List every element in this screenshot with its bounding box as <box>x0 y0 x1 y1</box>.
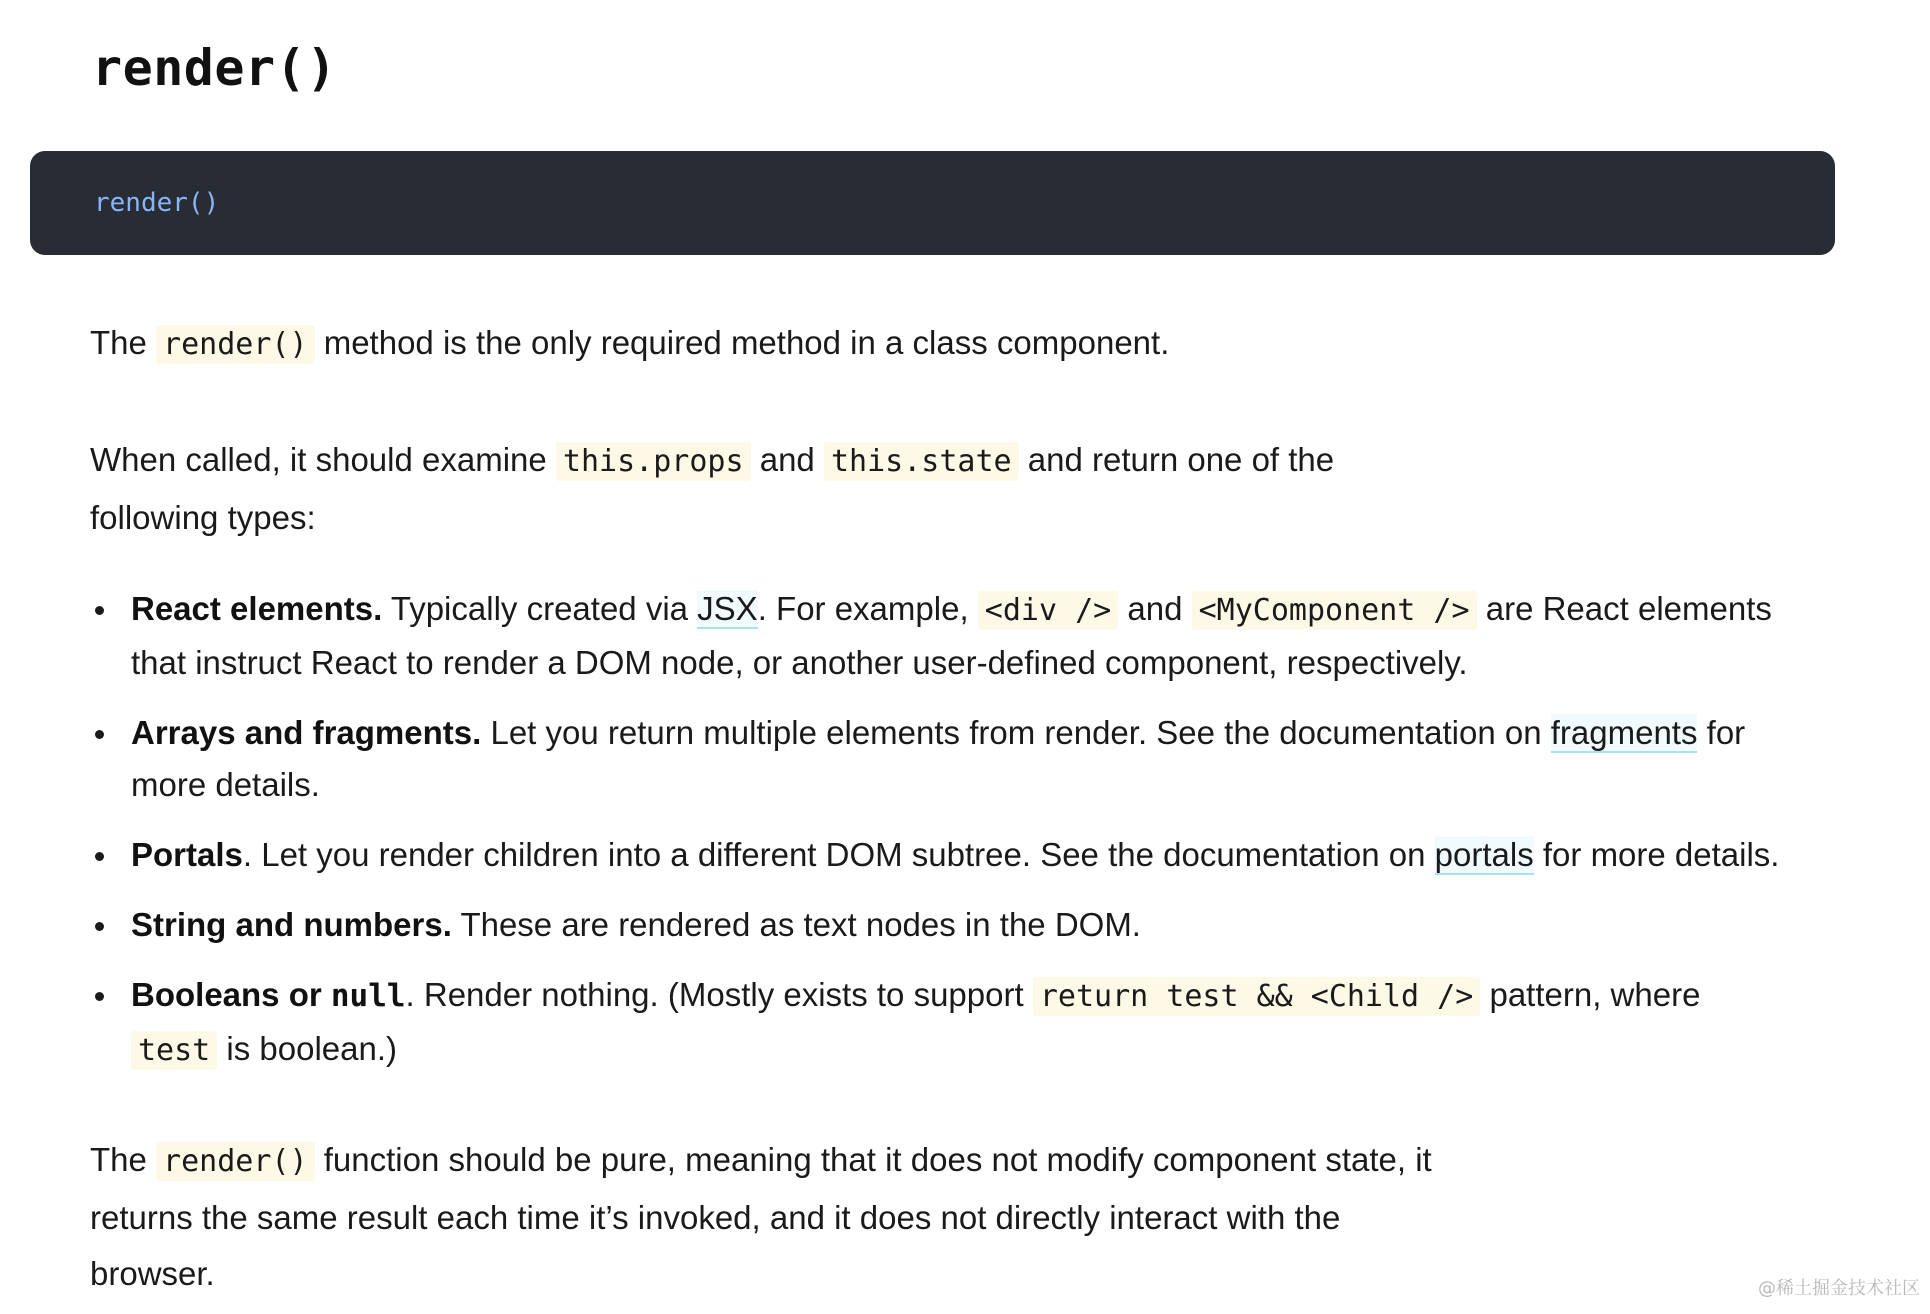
text: Booleans or <box>131 976 331 1013</box>
text: for more details. <box>1533 836 1780 873</box>
inline-code: null <box>330 978 406 1014</box>
portals-link[interactable]: portals <box>1434 836 1534 873</box>
text: are React elements <box>1476 590 1772 627</box>
watermark: @稀土掘金技术社区 <box>1758 1278 1920 1299</box>
inline-code: <div /> <box>978 591 1118 630</box>
list-item-title: React elements. <box>131 590 383 627</box>
code-block <box>30 151 1835 255</box>
text: for <box>1697 714 1746 751</box>
list-item-arrays-fragments <box>90 707 1790 811</box>
text: Typically created via <box>382 590 698 627</box>
text: The <box>90 324 157 361</box>
text: . For example, <box>757 590 978 627</box>
text: . Let you render children into a different DOM subtree. See the documentation on <box>242 836 1435 873</box>
list-item-title: Arrays and fragments. <box>131 714 482 751</box>
inline-code: return test && <Child /> <box>1033 977 1480 1016</box>
text: is boolean.) <box>217 1030 398 1067</box>
text: that instruct React to render a DOM node, or another user-defined component, respectively. <box>131 644 1468 681</box>
text: . Render nothing. (Mostly exists to support <box>405 976 1033 1013</box>
text: Let you return multiple elements from render. See the documentation on <box>481 714 1551 751</box>
text: browser. <box>90 1255 215 1292</box>
inline-code: test <box>131 1031 217 1070</box>
inline-code: render() <box>156 325 315 364</box>
page-title: render() <box>92 39 337 97</box>
text: returns the same result each time it’s invoked, and it does not directly interact with the <box>90 1199 1341 1236</box>
list-item-react-elements <box>90 583 1790 689</box>
text: pattern, where <box>1480 976 1701 1013</box>
list-item-strings-numbers <box>90 899 1790 951</box>
code-block-text: render() <box>94 188 220 218</box>
inline-code: this.state <box>824 442 1019 481</box>
text: following types: <box>90 499 316 536</box>
list-item-portals <box>90 829 1790 881</box>
text: and <box>1118 590 1192 627</box>
inline-code: render() <box>156 1142 315 1181</box>
list-item-booleans-null <box>90 969 1790 1077</box>
inline-code: <MyComponent /> <box>1192 591 1477 630</box>
intro-paragraph <box>90 315 1590 373</box>
list-item-title: Portals <box>131 836 243 873</box>
text: more details. <box>131 766 320 803</box>
purity-paragraph <box>90 1132 1610 1302</box>
text: The <box>90 1141 157 1178</box>
text: These are rendered as text nodes in the DOM. <box>451 906 1141 943</box>
text: and return one of the <box>1018 441 1335 478</box>
text: When called, it should examine <box>90 441 556 478</box>
fragments-link[interactable]: fragments <box>1550 714 1698 751</box>
text: and <box>750 441 824 478</box>
list-item-title <box>131 976 406 1013</box>
types-paragraph <box>90 432 1510 546</box>
text: method is the only required method in a class component. <box>314 324 1170 361</box>
text: function should be pure, meaning that it does not modify component state, it <box>314 1141 1432 1178</box>
return-types-list <box>90 583 1790 1095</box>
list-item-title: String and numbers. <box>131 906 452 943</box>
inline-code: this.props <box>556 442 751 481</box>
jsx-link[interactable]: JSX <box>697 590 758 627</box>
